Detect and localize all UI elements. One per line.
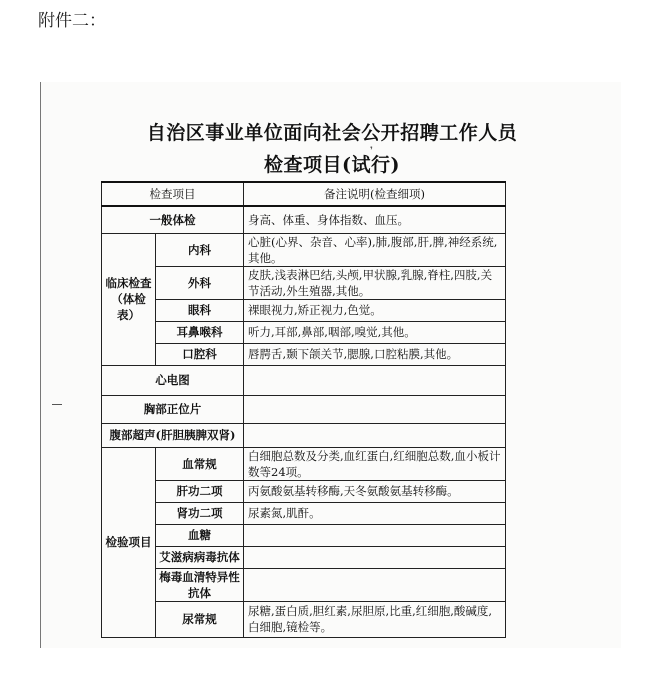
table-row [102, 395, 506, 423]
row-label: 一般体检 [102, 206, 244, 233]
row-note: 尿糖,蛋白质,胆红素,尿胆原,比重,红细胞,酸碱度,白细胞,镜检等。 [244, 601, 506, 637]
attachment-label: 附件二： [38, 11, 106, 31]
lab-group-label: 检验项目 [102, 447, 156, 637]
row-note [244, 395, 506, 423]
row-note: 丙氨酸氨基转移酶,天冬氨酸氨基转移酶。 [244, 480, 506, 502]
table-row [102, 206, 506, 233]
table-row [102, 321, 506, 343]
row-label: 腹部超声(肝胆胰脾双肾) [102, 423, 244, 447]
table-row [102, 423, 506, 447]
row-label: 艾滋病病毒抗体 [156, 546, 244, 568]
row-note: 心脏(心界、杂音、心率),肺,腹部,肝,脾,神经系统,其他。 [244, 233, 506, 266]
table-header-row [102, 182, 506, 206]
table-row [102, 233, 506, 266]
document-subtitle: 检查项目(试行) [264, 154, 400, 176]
table-row [102, 546, 506, 568]
table-row [102, 568, 506, 601]
scan-mark [52, 404, 62, 405]
document-title: 自治区事业单位面向社会公开招聘工作人员 [146, 122, 518, 144]
row-note: 身高、体重、身体指数、血压。 [244, 206, 506, 233]
row-label: 内科 [156, 233, 244, 266]
row-note [244, 423, 506, 447]
row-note [244, 524, 506, 546]
clinical-group-label: 临床检查（体检表） [102, 233, 156, 365]
row-label: 口腔科 [156, 343, 244, 365]
row-note [244, 546, 506, 568]
scan-speck: ❜ [370, 146, 373, 156]
row-note: 裸眼视力,矫正视力,色觉。 [244, 299, 506, 321]
header-item: 检查项目 [102, 182, 244, 206]
row-label: 肾功二项 [156, 502, 244, 524]
table-row [102, 266, 506, 299]
row-note [244, 365, 506, 395]
row-label: 外科 [156, 266, 244, 299]
row-label: 血常规 [156, 447, 244, 480]
row-note: 皮肤,浅表淋巴结,头颅,甲状腺,乳腺,脊柱,四肢,关节活动,外生殖器,其他。 [244, 266, 506, 299]
row-label: 眼科 [156, 299, 244, 321]
table-row [102, 480, 506, 502]
row-note: 白细胞总数及分类,血红蛋白,红细胞总数,血小板计数等24项。 [244, 447, 506, 480]
table-row [102, 524, 506, 546]
table-row [102, 343, 506, 365]
row-label: 耳鼻喉科 [156, 321, 244, 343]
row-note: 尿素氮,肌酐。 [244, 502, 506, 524]
row-label: 肝功二项 [156, 480, 244, 502]
row-label: 胸部正位片 [102, 395, 244, 423]
header-note: 备注说明(检查细项) [244, 182, 506, 206]
row-label: 尿常规 [156, 601, 244, 637]
row-note: 唇腭舌,颞下颌关节,腮腺,口腔粘膜,其他。 [244, 343, 506, 365]
table-row [102, 299, 506, 321]
row-label: 心电图 [102, 365, 244, 395]
table-row [102, 365, 506, 395]
row-note [244, 568, 506, 601]
row-note: 听力,耳部,鼻部,咽部,嗅觉,其他。 [244, 321, 506, 343]
table-row [102, 601, 506, 637]
table-row [102, 447, 506, 480]
row-label: 血糖 [156, 524, 244, 546]
exam-items-table [101, 181, 506, 638]
table-row [102, 502, 506, 524]
row-label: 梅毒血清特异性抗体 [156, 568, 244, 601]
